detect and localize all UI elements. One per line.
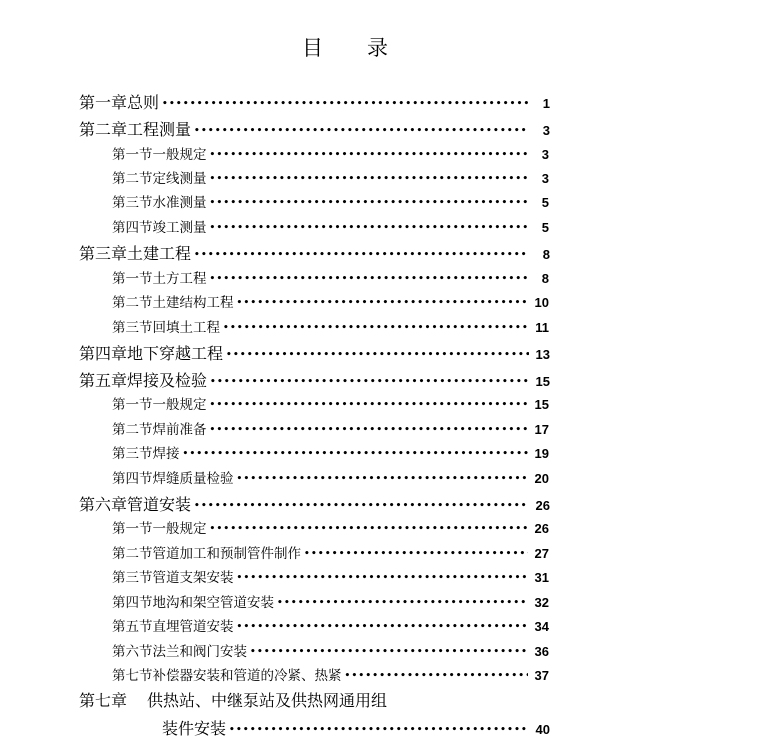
toc-section-entry[interactable] bbox=[112, 640, 549, 660]
entry-title: 一般规定 bbox=[152, 521, 207, 537]
toc-chapter-entry[interactable] bbox=[79, 492, 550, 515]
dot-leader bbox=[250, 647, 528, 657]
page-number: 31 bbox=[534, 570, 549, 585]
toc-section-entry[interactable] bbox=[112, 442, 549, 462]
toc-section-entry[interactable] bbox=[112, 291, 549, 311]
page-number: 3 bbox=[541, 147, 549, 162]
entry-title: 焊接 bbox=[152, 446, 180, 462]
toc-section-entry[interactable] bbox=[112, 393, 549, 413]
entry-title: 管道加工和预制管件制作 bbox=[152, 546, 301, 562]
entry-title: 直埋管道安装 bbox=[152, 619, 234, 635]
page-number: 8 bbox=[542, 247, 550, 262]
section-number: 第二节 bbox=[112, 171, 153, 187]
page-number: 20 bbox=[534, 471, 549, 486]
toc-section-entry[interactable] bbox=[112, 167, 549, 187]
section-number: 第三节 bbox=[112, 320, 153, 336]
entry-title: 供热站、中继泵站及供热网通用组 bbox=[147, 691, 388, 710]
entry-title: 工程测量 bbox=[127, 120, 192, 139]
toc-chapter-entry[interactable] bbox=[79, 688, 550, 711]
dot-leader bbox=[223, 323, 528, 333]
section-number: 第三节 bbox=[112, 570, 153, 586]
page-number: 27 bbox=[534, 546, 549, 561]
toc-chapter-entry[interactable] bbox=[79, 241, 550, 264]
dot-leader bbox=[210, 150, 529, 160]
chapter-number: 第一章 bbox=[79, 93, 128, 112]
section-number: 第一节 bbox=[112, 521, 153, 537]
page-number: 40 bbox=[535, 722, 550, 737]
entry-title: 补偿器安装和管道的冷紧、热紧 bbox=[152, 668, 342, 684]
chapter-number: 第三章 bbox=[79, 244, 128, 263]
dot-leader bbox=[210, 524, 529, 534]
page-number: 34 bbox=[534, 619, 549, 634]
toc-section-entry[interactable] bbox=[112, 267, 549, 287]
dot-leader bbox=[237, 622, 529, 632]
section-number: 第四节 bbox=[112, 471, 153, 487]
section-number: 第一节 bbox=[112, 147, 153, 163]
page-title bbox=[0, 32, 690, 62]
page-number: 26 bbox=[534, 521, 549, 536]
section-number: 第六节 bbox=[112, 644, 153, 660]
page-number: 32 bbox=[534, 595, 549, 610]
page-number: 5 bbox=[541, 220, 549, 235]
dot-leader bbox=[210, 198, 529, 208]
toc-section-entry[interactable] bbox=[112, 664, 549, 684]
toc-chapter-entry[interactable] bbox=[79, 90, 550, 113]
dot-leader bbox=[210, 274, 529, 284]
page-number: 8 bbox=[541, 271, 549, 286]
entry-title: 土建工程 bbox=[127, 244, 192, 263]
entry-title: 焊接及检验 bbox=[127, 371, 208, 390]
page-number: 3 bbox=[542, 123, 550, 138]
section-number: 第一节 bbox=[112, 397, 153, 413]
toc-chapter-entry[interactable] bbox=[162, 716, 550, 739]
toc-section-entry[interactable] bbox=[112, 591, 549, 611]
entry-title: 一般规定 bbox=[152, 147, 207, 163]
dot-leader bbox=[229, 725, 529, 735]
dot-leader bbox=[162, 99, 529, 109]
entry-title: 地沟和架空管道安装 bbox=[152, 595, 274, 611]
section-number: 第七节 bbox=[112, 668, 153, 684]
page-number: 26 bbox=[535, 498, 550, 513]
page-number: 19 bbox=[534, 446, 549, 461]
title-char-2: 录 bbox=[367, 36, 388, 60]
dot-leader bbox=[345, 671, 529, 681]
entry-title: 竣工测量 bbox=[152, 220, 207, 236]
dot-leader bbox=[194, 126, 529, 136]
dot-leader bbox=[210, 425, 529, 435]
section-number: 第四节 bbox=[112, 595, 153, 611]
section-number: 第一节 bbox=[112, 271, 153, 287]
toc-section-entry[interactable] bbox=[112, 542, 549, 562]
section-number: 第三节 bbox=[112, 446, 153, 462]
dot-leader bbox=[226, 350, 529, 360]
entry-title: 回填土工程 bbox=[152, 320, 220, 336]
page-number: 1 bbox=[542, 96, 550, 111]
toc-section-entry[interactable] bbox=[112, 418, 549, 438]
dot-leader bbox=[183, 449, 529, 459]
chapter-number: 第六章 bbox=[79, 495, 128, 514]
chapter-number: 第四章 bbox=[79, 344, 128, 363]
section-number: 第五节 bbox=[112, 619, 153, 635]
toc-chapter-entry[interactable] bbox=[79, 117, 550, 140]
page-number: 3 bbox=[541, 171, 549, 186]
dot-leader bbox=[210, 174, 529, 184]
page-number: 13 bbox=[535, 347, 550, 362]
chapter-number: 第七章 bbox=[79, 691, 128, 710]
entry-title: 水准测量 bbox=[152, 195, 207, 211]
dot-leader bbox=[210, 223, 529, 233]
page-number: 36 bbox=[534, 644, 549, 659]
title-char-1: 目 bbox=[302, 36, 323, 60]
entry-title: 焊缝质量检验 bbox=[152, 471, 234, 487]
dot-leader bbox=[277, 598, 528, 608]
page-number: 5 bbox=[541, 195, 549, 210]
entry-title: 焊前准备 bbox=[152, 422, 207, 438]
section-number: 第二节 bbox=[112, 546, 153, 562]
entry-title: 一般规定 bbox=[152, 397, 207, 413]
entry-title: 地下穿越工程 bbox=[127, 344, 224, 363]
dot-leader bbox=[237, 573, 529, 583]
toc-section-entry[interactable] bbox=[112, 517, 549, 537]
dot-leader bbox=[237, 474, 529, 484]
section-number: 第二节 bbox=[112, 295, 153, 311]
dot-leader bbox=[210, 400, 529, 410]
page-number: 10 bbox=[534, 295, 549, 310]
chapter-number: 第二章 bbox=[79, 120, 128, 139]
entry-title: 法兰和阀门安装 bbox=[152, 644, 247, 660]
section-number: 第二节 bbox=[112, 422, 153, 438]
entry-title: 定线测量 bbox=[152, 171, 207, 187]
entry-title: 土方工程 bbox=[152, 271, 207, 287]
toc-section-entry[interactable] bbox=[112, 566, 549, 586]
toc-chapter-entry[interactable] bbox=[79, 368, 550, 391]
entry-title: 土建结构工程 bbox=[152, 295, 234, 311]
page-number: 15 bbox=[534, 397, 549, 412]
toc-section-entry[interactable] bbox=[112, 143, 549, 163]
toc-chapter-entry[interactable] bbox=[79, 341, 550, 364]
toc-section-entry[interactable] bbox=[112, 467, 549, 487]
toc-section-entry[interactable] bbox=[112, 615, 549, 635]
dot-leader bbox=[194, 501, 529, 511]
dot-leader bbox=[194, 250, 529, 260]
toc-section-entry[interactable] bbox=[112, 316, 549, 336]
entry-title: 装件安装 bbox=[162, 719, 227, 738]
page-number: 37 bbox=[534, 668, 549, 683]
page-number: 11 bbox=[535, 320, 549, 335]
dot-leader bbox=[210, 377, 529, 387]
section-number: 第三节 bbox=[112, 195, 153, 211]
toc-section-entry[interactable] bbox=[112, 216, 549, 236]
dot-leader bbox=[304, 549, 528, 559]
entry-title: 管道安装 bbox=[127, 495, 192, 514]
entry-title: 总则 bbox=[127, 93, 160, 112]
toc-section-entry[interactable] bbox=[112, 191, 549, 211]
section-number: 第四节 bbox=[112, 220, 153, 236]
chapter-number: 第五章 bbox=[79, 371, 128, 390]
page-number: 17 bbox=[534, 422, 549, 437]
dot-leader bbox=[237, 298, 529, 308]
entry-title: 管道支架安装 bbox=[152, 570, 234, 586]
page-number: 15 bbox=[535, 374, 550, 389]
